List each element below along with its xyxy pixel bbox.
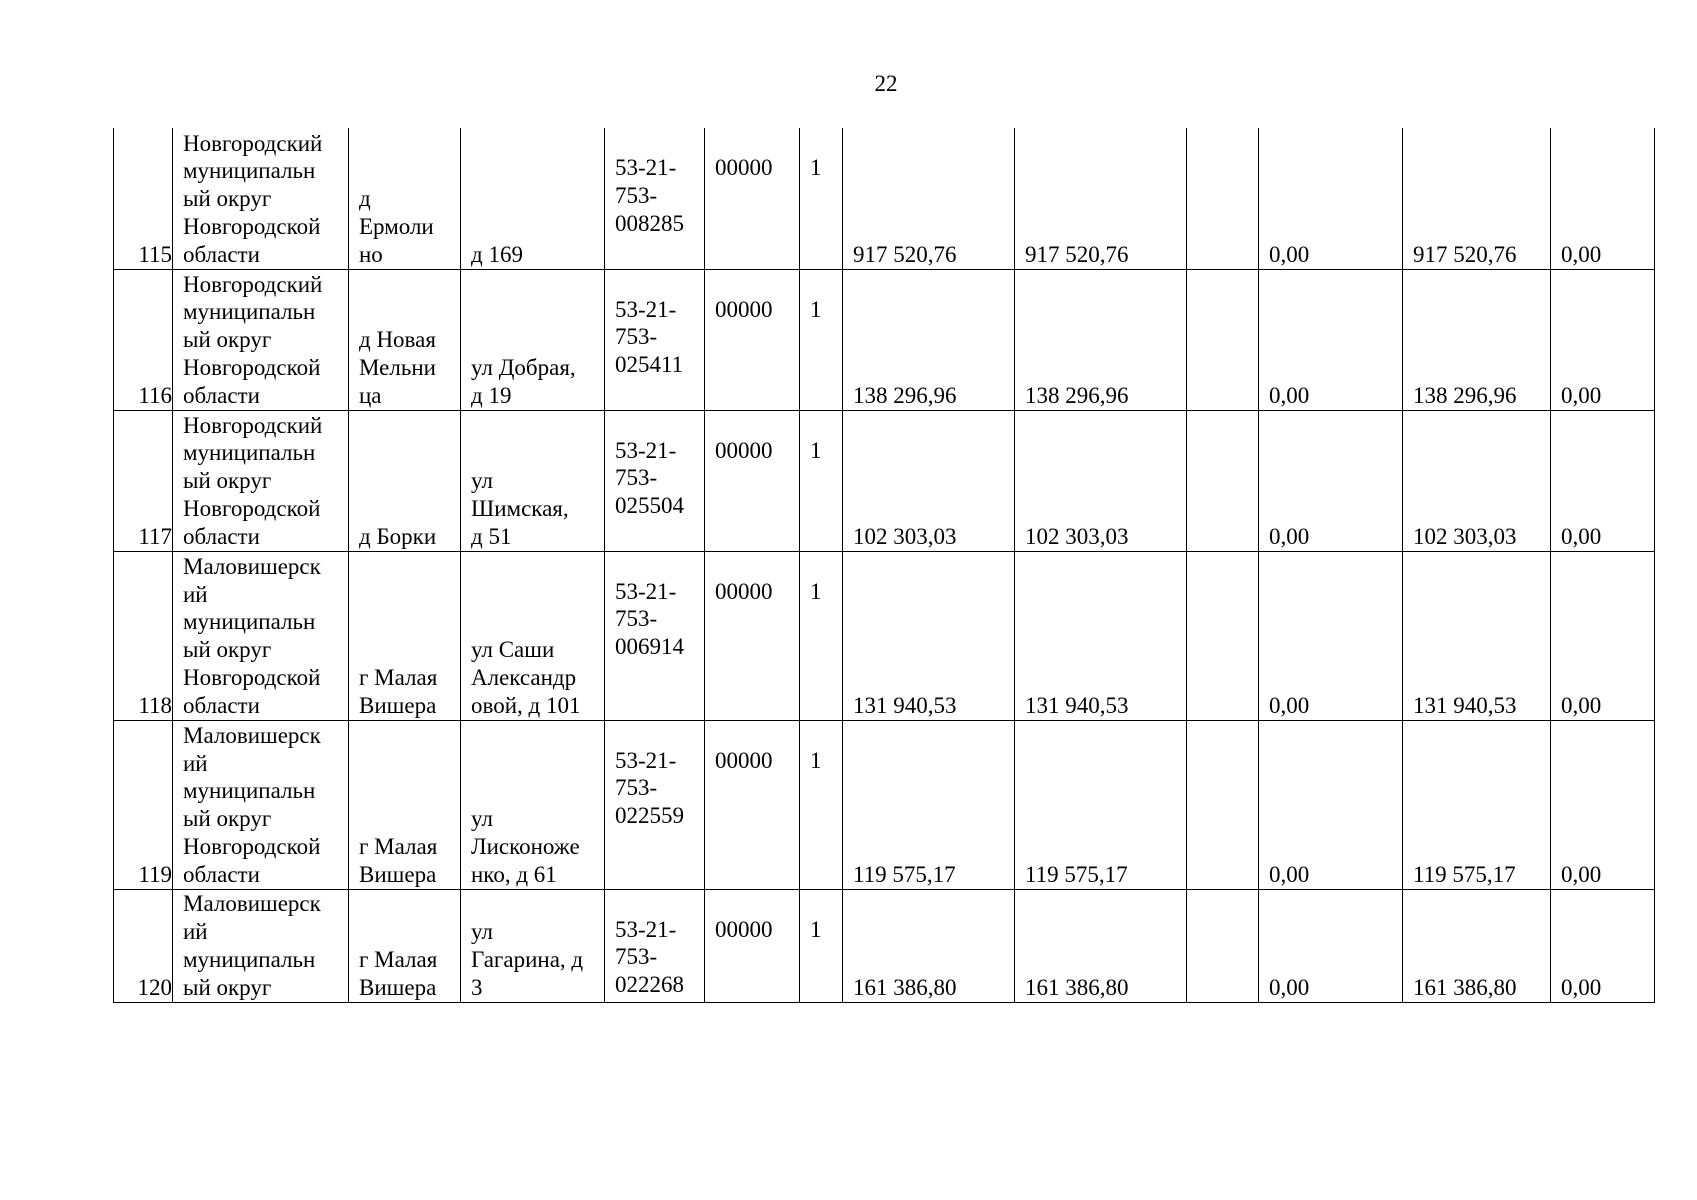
street-cell-line: овой, д 101 [471,692,581,718]
count-cell: 1 [800,551,843,720]
settlement-cell [349,410,461,551]
value6-cell: 0,00 [1551,889,1655,1002]
value6-cell: 0,00 [1551,269,1655,410]
value6-cell: 0,00 [1551,551,1655,720]
code-cell [605,551,705,720]
municipality-cell-line: муниципальн [183,946,316,972]
value4-cell: 0,00 [1259,410,1403,551]
code-cell-line: 53-21- [615,747,677,773]
municipality-cell-line: области [183,692,260,718]
settlement-cell [349,551,461,720]
value4-cell: 0,00 [1259,720,1403,889]
municipality-cell-line: Новгородский [183,271,323,297]
row-number: 120 [114,889,173,1002]
code-cell-line: 53-21- [615,296,677,322]
street-cell-line: Гагарина, д [471,946,584,972]
street-cell-line: д 51 [471,523,512,549]
municipality-cell [173,889,349,1002]
municipality-cell-line: муниципальн [183,158,316,184]
code-cell-line: 753- [615,606,658,632]
code-cell [605,889,705,1002]
municipality-cell-line: муниципальн [183,299,316,325]
value3-cell [1187,551,1259,720]
value1-cell: 119 575,17 [843,720,1015,889]
street-cell-line: д 19 [471,382,512,408]
value2-cell: 119 575,17 [1015,720,1187,889]
municipality-cell [173,410,349,551]
street-cell-line: ул [471,919,493,945]
street-cell-line: ул [471,806,493,832]
value3-cell [1187,269,1259,410]
municipality-cell [173,551,349,720]
table-body [114,128,1655,1002]
value5-cell: 917 520,76 [1403,128,1551,269]
value2-cell: 131 940,53 [1015,551,1187,720]
code-cell-line: 025411 [615,352,684,378]
count-cell: 1 [800,889,843,1002]
table-row [114,551,1655,720]
code-cell-line: 53-21- [615,437,677,463]
street-cell [461,269,605,410]
value4-cell: 0,00 [1259,269,1403,410]
count-cell: 1 [800,720,843,889]
settlement-cell-line: Вишера [359,692,437,718]
value1-cell: 102 303,03 [843,410,1015,551]
value1-cell: 161 386,80 [843,889,1015,1002]
value5-cell: 161 386,80 [1403,889,1551,1002]
street-cell [461,128,605,269]
code-cell-line: 53-21- [615,578,677,604]
row-number: 115 [114,128,173,269]
municipality-cell-line: ый округ [183,186,272,212]
settlement-cell-line: ца [359,382,382,408]
code-cell-line: 753- [615,465,658,491]
municipality-cell [173,128,349,269]
settlement-cell [349,889,461,1002]
street-cell-line: д 169 [471,241,523,267]
code2-cell: 00000 [705,551,800,720]
settlement-cell [349,720,461,889]
municipality-cell-line: области [183,241,260,267]
code-cell-line: 753- [615,182,658,208]
value2-cell: 161 386,80 [1015,889,1187,1002]
value5-cell: 131 940,53 [1403,551,1551,720]
street-cell [461,551,605,720]
value5-cell: 102 303,03 [1403,410,1551,551]
municipality-cell-line: ый округ [183,806,272,832]
street-cell-line: ул [471,468,493,494]
settlement-cell [349,128,461,269]
municipality-cell-line: ый округ [183,327,272,353]
page-number: 22 [874,71,898,96]
table-row [114,128,1655,269]
settlement-cell-line: г Малая [359,664,438,690]
value2-cell: 102 303,03 [1015,410,1187,551]
value2-cell: 917 520,76 [1015,128,1187,269]
code-cell-line: 022559 [615,803,684,829]
code-cell-line: 53-21- [615,916,677,942]
row-number: 119 [114,720,173,889]
settlement-cell-line: д Борки [359,523,437,549]
value6-cell: 0,00 [1551,410,1655,551]
municipality-cell-line: Новгородской [183,213,321,239]
settlement-cell-line: д [359,186,371,212]
code-cell-line: 022268 [615,972,684,998]
settlement-cell-line: но [359,241,383,267]
value4-cell: 0,00 [1259,128,1403,269]
municipality-cell-line: Новгородской [183,495,321,521]
municipality-cell-line: Новгородской [183,664,321,690]
street-cell-line: Лисконоже [471,833,580,859]
code2-cell: 00000 [705,269,800,410]
code-cell [605,269,705,410]
municipality-cell-line: ый округ [183,637,272,663]
settlement-cell-line: Мельни [359,354,436,380]
municipality-cell-line: Маловишерск [183,891,321,917]
count-cell: 1 [800,128,843,269]
value5-cell: 138 296,96 [1403,269,1551,410]
value3-cell [1187,410,1259,551]
table-row [114,720,1655,889]
value1-cell: 917 520,76 [843,128,1015,269]
table-row [114,269,1655,410]
municipality-cell-line: области [183,382,260,408]
street-cell [461,720,605,889]
code-cell [605,720,705,889]
value4-cell: 0,00 [1259,889,1403,1002]
municipality-cell-line: муниципальн [183,609,316,635]
table-row [114,889,1655,1002]
table-row [114,410,1655,551]
value1-cell: 131 940,53 [843,551,1015,720]
municipality-cell-line: Новгородский [183,130,323,156]
value3-cell [1187,720,1259,889]
municipality-cell-line: ий [183,919,208,945]
street-cell [461,889,605,1002]
municipality-cell-line: Новгородской [183,354,321,380]
street-cell-line: нко, д 61 [471,861,557,887]
code-cell-line: 53-21- [615,155,677,180]
code-cell-line: 753- [615,775,658,801]
street-cell [461,410,605,551]
value6-cell: 0,00 [1551,720,1655,889]
value5-cell: 119 575,17 [1403,720,1551,889]
count-cell: 1 [800,269,843,410]
code-cell-line: 008285 [615,210,684,236]
settlement-cell-line: Вишера [359,861,437,887]
municipality-cell-line: ий [183,750,208,776]
municipality-cell-line: ый округ [183,974,272,1000]
municipality-cell-line: муниципальн [183,778,316,804]
value3-cell [1187,128,1259,269]
register-table [113,128,1655,1003]
row-number: 117 [114,410,173,551]
code-cell-line: 753- [615,324,658,350]
row-number: 118 [114,551,173,720]
code2-cell: 00000 [705,128,800,269]
municipality-cell-line: ый округ [183,468,272,494]
municipality-cell-line: Маловишерск [183,722,321,748]
municipality-cell-line: муниципальн [183,440,316,466]
street-cell-line: 3 [471,974,483,1000]
code2-cell: 00000 [705,410,800,551]
row-number: 116 [114,269,173,410]
code-cell-line: 753- [615,944,658,970]
municipality-cell-line: Новгородской [183,833,321,859]
settlement-cell-line: Вишера [359,974,437,1000]
code2-cell: 00000 [705,720,800,889]
street-cell-line: Шимская, [471,495,569,521]
settlement-cell [349,269,461,410]
code2-cell: 00000 [705,889,800,1002]
municipality-cell-line: области [183,523,260,549]
street-cell-line: Александр [471,664,577,690]
settlement-cell-line: д Новая [359,327,436,353]
street-cell-line: ул Добрая, [471,354,576,380]
code-cell-line: 006914 [615,634,684,660]
code-cell-line: 025504 [615,493,684,519]
value4-cell: 0,00 [1259,551,1403,720]
municipality-cell [173,269,349,410]
code-cell [605,410,705,551]
value1-cell: 138 296,96 [843,269,1015,410]
count-cell: 1 [800,410,843,551]
municipality-cell-line: Маловишерск [183,553,321,579]
code-cell [605,128,705,269]
settlement-cell-line: г Малая [359,833,438,859]
municipality-cell [173,720,349,889]
value3-cell [1187,889,1259,1002]
settlement-cell-line: г Малая [359,946,438,972]
municipality-cell-line: области [183,861,260,887]
settlement-cell-line: Ермоли [359,213,434,239]
value2-cell: 138 296,96 [1015,269,1187,410]
street-cell-line: ул Саши [471,637,555,663]
value6-cell: 0,00 [1551,128,1655,269]
municipality-cell-line: Новгородский [183,412,323,438]
municipality-cell-line: ий [183,581,208,607]
